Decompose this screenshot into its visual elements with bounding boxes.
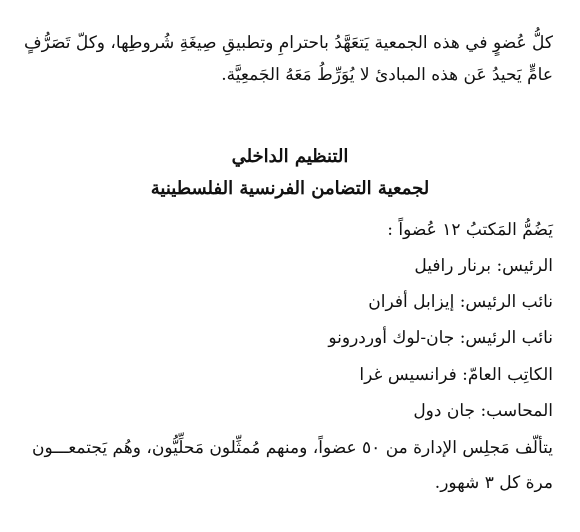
page-subtitle: لجمعية التضامن الفرنسية الفلسطينية bbox=[150, 178, 430, 199]
member-vice-president-1: نائب الرئيس: إيزابل أفران bbox=[368, 292, 553, 312]
board-paragraph-line-1: يتألّف مَجلِس الإدارة من ٥٠ عضواً، ومنهم مُمثِّلون مَحلِّيُّون، وهُم يَجتمعـــون bbox=[32, 438, 553, 458]
intro-paragraph-line-1: كلُّ عُضوٍ في هذه الجمعية يَتعَهَّدُ باحترامِ وتطبيقِ صِيغَةِ شُروطِها، وكلّ تَصَرُّفٍ bbox=[23, 33, 553, 53]
office-intro: يَضُمُّ المَكتبُ ١٢ عُضواً : bbox=[387, 220, 553, 240]
member-vice-president-2: نائب الرئيس: جان-لوك أوردرونو bbox=[328, 328, 553, 348]
page-title: التنظيم الداخلي bbox=[231, 146, 349, 167]
member-president: الرئيس: برنار رافيل bbox=[414, 256, 553, 276]
member-secretary-general: الكاتِب العامّ: فرانسيس غرا bbox=[359, 365, 553, 385]
board-paragraph-line-2: مرة كل ٣ شهور. bbox=[434, 473, 553, 493]
member-treasurer: المحاسب: جان دول bbox=[413, 401, 553, 421]
intro-paragraph-line-2: عامٍّ يَحيدُ عَن هذه المبادئ لا يُوَرِّطُ مَعَهُ الجَمعِيَّة. bbox=[221, 65, 553, 85]
